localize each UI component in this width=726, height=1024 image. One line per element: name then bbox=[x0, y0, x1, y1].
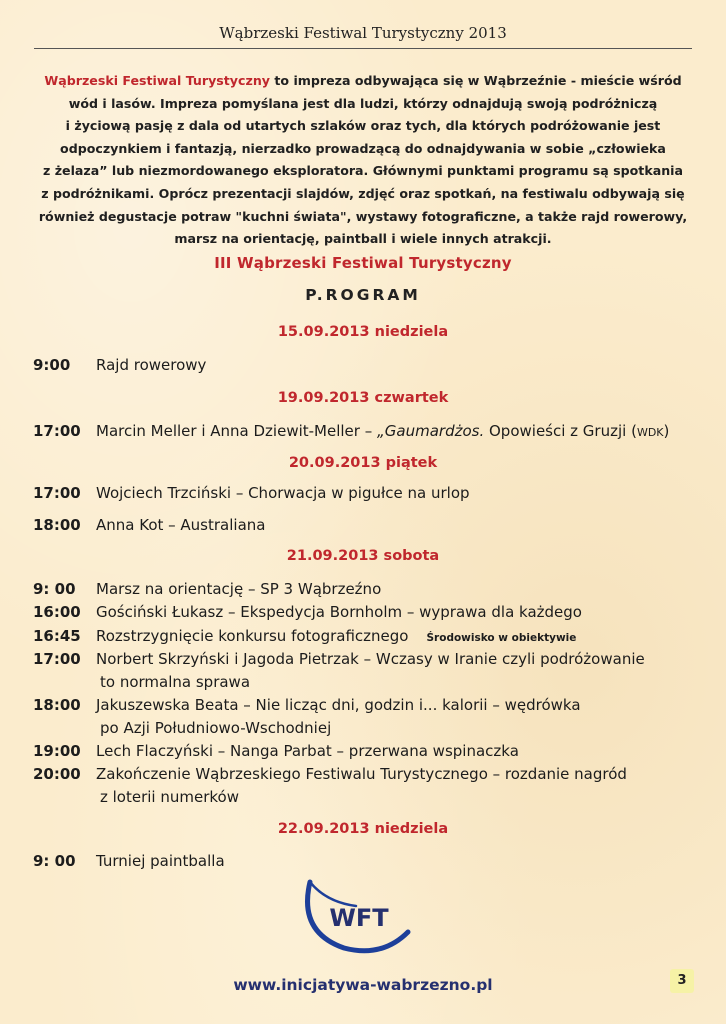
event-description-italic: „Gaumardżos. bbox=[377, 422, 485, 440]
event-description-part: Opowieści z Gruzji ( bbox=[484, 422, 637, 440]
festival-title: III Wąbrzeski Festiwal Turystyczny bbox=[214, 254, 512, 272]
event-description: Turniej paintballa bbox=[96, 852, 225, 870]
website-link[interactable]: www.inicjatywa-wabrzezno.pl bbox=[233, 976, 493, 994]
event-description: Norbert Skrzyński i Jagoda Pietrzak – Wczasy w Iranie czyli podróżowanie bbox=[96, 650, 645, 668]
event-time: 17:00 bbox=[33, 422, 81, 440]
event-description-part: Marcin Meller i Anna Dziewit-Meller – bbox=[96, 422, 377, 440]
day-heading: 21.09.2013 sobota bbox=[286, 548, 440, 564]
header-divider bbox=[34, 48, 692, 49]
intro-line-6: z podróżnikami. Oprócz prezentacji slajdów, zdjęć oraz spotkań, na festiwalu odbywają się bbox=[41, 185, 685, 201]
event-time: 18:00 bbox=[33, 516, 81, 534]
event-description: Gościński Łukasz – Ekspedycja Bornholm – wyprawa dla każdego bbox=[96, 603, 582, 621]
event-time: 17:00 bbox=[33, 650, 81, 668]
intro-paragraph bbox=[30, 70, 696, 251]
day-heading: 20.09.2013 piątek bbox=[288, 455, 438, 471]
event-time: 19:00 bbox=[33, 742, 81, 760]
logo-text: WFT bbox=[329, 904, 389, 932]
event-time: 16:45 bbox=[33, 627, 81, 645]
event-description: Anna Kot – Australiana bbox=[96, 516, 266, 534]
event-description-small: WDK bbox=[636, 426, 664, 439]
event-description: Jakuszewska Beata – Nie licząc dni, godzin i... kalorii – wędrówka bbox=[96, 696, 581, 714]
day-heading: 22.09.2013 niedziela bbox=[277, 821, 449, 837]
event-time: 17:00 bbox=[33, 484, 81, 502]
event-time: 9:00 bbox=[33, 356, 71, 374]
event-description-part: ) bbox=[663, 422, 670, 440]
wft-logo bbox=[296, 872, 422, 958]
intro-line-1-rest: to impreza odbywająca się w Wąbrzeźnie - mieście wśród bbox=[270, 73, 682, 88]
intro-line-8: marsz na orientację, paintball i wiele innych atrakcji. bbox=[174, 231, 552, 247]
event-description: Wojciech Trzciński – Chorwacja w pigułce na urlop bbox=[96, 484, 470, 502]
page-number: 3 bbox=[670, 969, 694, 993]
event-description: Lech Flaczyński – Nanga Parbat – przerwana wspinaczka bbox=[96, 742, 519, 760]
day-heading: 15.09.2013 niedziela bbox=[277, 324, 449, 340]
event-description-continued: z loterii numerków bbox=[100, 788, 239, 806]
program-title: P.ROGRAM bbox=[305, 286, 421, 304]
event-time: 9: 00 bbox=[33, 580, 76, 598]
event-time: 9: 00 bbox=[33, 852, 76, 870]
event-note: Środowisko w obiektywie bbox=[426, 632, 577, 644]
intro-lead: Wąbrzeski Festiwal Turystyczny bbox=[44, 73, 270, 88]
intro-line-5: z żelaza” lub niezmordowanego eksploratora. Głównymi punktami programu są spotkania bbox=[43, 163, 683, 179]
event-description bbox=[96, 627, 576, 645]
intro-line-1 bbox=[30, 70, 696, 93]
event-description: Rajd rowerowy bbox=[96, 356, 207, 374]
logo-arc-tip bbox=[310, 882, 356, 906]
intro-line-2: wód i lasów. Impreza pomyślana jest dla ludzi, którzy odnajdują swoją podróżniczą bbox=[68, 95, 658, 111]
event-description-continued: po Azji Południowo-Wschodniej bbox=[100, 719, 332, 737]
day-heading: 19.09.2013 czwartek bbox=[277, 390, 449, 406]
event-time: 20:00 bbox=[33, 765, 81, 783]
event-description bbox=[96, 422, 669, 440]
intro-line-3: i życiową pasję z dala od utartych szlaków oraz tych, dla których podróżowanie jest bbox=[65, 118, 661, 134]
event-description: Zakończenie Wąbrzeskiego Festiwalu Turystycznego – rozdanie nagród bbox=[96, 765, 627, 783]
intro-line-7: również degustacje potraw "kuchni świata", wystawy fotograficzne, a także rajd rowerowy, bbox=[38, 208, 688, 224]
page-header-title: Wąbrzeski Festiwal Turystyczny 2013 bbox=[219, 24, 507, 42]
event-description-continued: to normalna sprawa bbox=[100, 673, 251, 691]
event-description-text: Rozstrzygnięcie konkursu fotograficznego bbox=[96, 627, 409, 645]
event-description: Marsz na orientację – SP 3 Wąbrzeźno bbox=[96, 580, 382, 598]
event-time: 18:00 bbox=[33, 696, 81, 714]
intro-line-4: odpoczynkiem i fantazją, nierzadko prowadzącą do odnajdywania w sobie „człowieka bbox=[60, 140, 666, 156]
event-time: 16:00 bbox=[33, 603, 81, 621]
